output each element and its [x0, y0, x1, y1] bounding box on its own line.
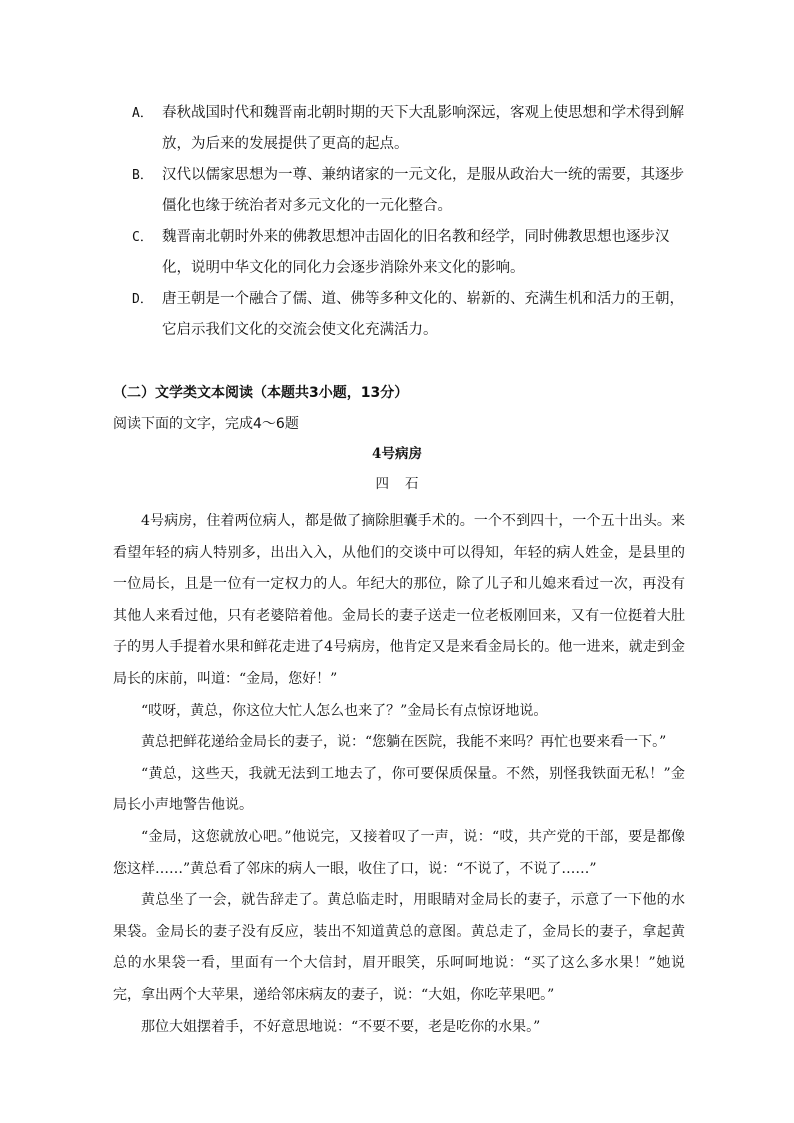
option-letter: D． [132, 292, 153, 307]
story-paragraph: 那位大姐摆着手，不好意思地说：“不要不要，老是吃你的水果。” [141, 1018, 541, 1035]
option-d [132, 284, 692, 346]
story-paragraph: 黄总把鲜花递给金局长的妻子，说：“您躺在医院，我能不来吗？再忙也要来看一下。” [141, 734, 667, 751]
option-b [132, 160, 692, 222]
option-a [132, 98, 692, 160]
story-paragraph: 黄总坐了一会，就告辞走了。黄总临走时，用眼睛对金局长的妻子，示意了一下他的水果袋。金局长的妻子没有反应，装出不知道黄总的意图。黄总走了，金局长的妻子，拿起黄总的水果袋一看，里面有一个大信封，眉开眼笑，乐呵呵地说：“买了这么多水果！”她说完，拿出两个大苹果，递给邻床病友的妻子，说：“大姐，你吃苹果吧。” [113, 892, 685, 1003]
story-author: 四石 [375, 476, 435, 492]
story-body [113, 506, 685, 1043]
story-paragraph: “哎呀，黄总，你这位大忙人怎么也来了？”金局长有点惊讶地说。 [141, 702, 548, 719]
story-paragraph: “金局，这您就放心吧。”他说完，又接着叹了一声，说：“哎，共产党的干部，要是都像您这样……”黄总看了邻床的病人一眼，收住了口，说：“不说了，不说了……” [113, 828, 685, 877]
option-text: 魏晋南北朝时外来的佛教思想冲击固化的旧名教和经学，同时佛教思想也逐步汉化，说明中华文化的同化力会逐步消除外来文化的影响。 [162, 229, 670, 276]
option-c [132, 222, 692, 284]
story-title: 4号病房 [372, 446, 422, 462]
reading-instruction: 阅读下面的文字，完成4～6题 [113, 416, 299, 432]
option-text: 唐王朝是一个融合了儒、道、佛等多种文化的、崭新的、充满生机和活力的王朝，它启示我们文化的交流会使文化充满活力。 [162, 291, 684, 338]
story-paragraph: “黄总，这些天，我就无法到工地去了，你可要保质保量。不然，别怪我铁面无私！”金局长小声地警告他说。 [113, 765, 685, 814]
option-letter: C． [132, 230, 153, 245]
option-text: 汉代以儒家思想为一尊、兼纳诸家的一元文化，是服从政治大一统的需要，其逐步僵化也缘于统治者对多元文化的一元化整合。 [162, 167, 684, 214]
answer-options [132, 98, 692, 346]
story-paragraph: 4号病房，住着两位病人，都是做了摘除胆囊手术的。一个不到四十，一个五十出头。来看望年轻的病人特别多，出出入入，从他们的交谈中可以得知，年轻的病人姓金，是县里的一位局长，且是一位有一定权力的人。年纪大的那位，除了儿子和儿媳来看过一次，再没有其他人来看过他，只有老婆陪着他。金局长的妻子送走一位老板刚回来，又有一位挺着大肚子的男人手提着水果和鲜花走进了4号病房，他肯定又是来看金局长的。他一进来，就走到金局长的床前，叫道：“金局，您好！” [113, 513, 685, 687]
option-text: 春秋战国时代和魏晋南北朝时期的天下大乱影响深远，客观上使思想和学术得到解放，为后来的发展提供了更高的起点。 [162, 105, 684, 152]
section-heading: （二）文学类文本阅读（本题共3小题，13分） [113, 385, 409, 401]
option-letter: B． [132, 168, 153, 183]
option-letter: A． [132, 106, 153, 121]
